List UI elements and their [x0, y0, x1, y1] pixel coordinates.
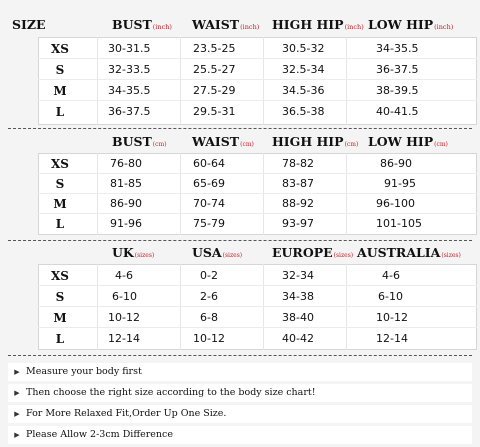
- note-text: Then choose the right size according to the body size chart!: [26, 387, 316, 398]
- bust-header: BUST(inch): [112, 17, 172, 32]
- triangle-bullet-icon: ▶: [14, 389, 20, 397]
- column-divider: [180, 37, 181, 125]
- table-cell: 34-35.5: [108, 84, 151, 97]
- row-divider: [38, 213, 477, 214]
- size-label-l: L: [55, 105, 65, 119]
- triangle-bullet-icon: ▶: [14, 368, 20, 376]
- table-cell: 36-37.5: [108, 105, 151, 118]
- table-cell: 38-40: [282, 311, 314, 324]
- column-divider: [263, 37, 264, 125]
- row-divider: [38, 327, 477, 328]
- column-divider: [97, 264, 98, 350]
- size-label-m: M: [53, 197, 67, 211]
- section-divider: [8, 355, 472, 356]
- note-text: Please Allow 2-3cm Difference: [26, 429, 173, 440]
- table-cell: 10-12: [193, 332, 225, 345]
- note-text: Measure your body first: [26, 366, 142, 377]
- triangle-bullet-icon: ▶: [14, 410, 20, 418]
- usa-header: USA(sizes): [192, 245, 243, 260]
- table-cell: 30.5-32: [282, 42, 325, 55]
- row-divider: [38, 173, 477, 174]
- table-cell: 70-74: [193, 197, 225, 210]
- row-divider: [38, 193, 477, 194]
- europe-header: EUROPE(sizes): [272, 245, 354, 260]
- column-divider: [346, 264, 347, 350]
- low-hip-header: LOW HIP(inch): [368, 17, 454, 32]
- waist-cm-header: WAIST(cm): [192, 134, 254, 149]
- table-cell: 38-39.5: [376, 84, 419, 97]
- triangle-bullet-icon: ▶: [14, 431, 20, 439]
- row-divider: [38, 285, 477, 286]
- table-cell: 0-2: [200, 269, 218, 282]
- size-column-header: SIZE: [12, 17, 46, 32]
- column-divider: [263, 264, 264, 350]
- row-divider: [38, 306, 477, 307]
- row-divider: [38, 100, 477, 101]
- table-cell: 27.5-29: [193, 84, 236, 97]
- size-label-s: S: [55, 63, 65, 77]
- column-divider: [97, 153, 98, 235]
- note-item: [8, 363, 472, 381]
- table-cell: 29.5-31: [193, 105, 236, 118]
- column-divider: [180, 153, 181, 235]
- note-text: For More Relaxed Fit,Order Up One Size.: [26, 408, 227, 419]
- table-cell: 34-38: [282, 290, 314, 303]
- waist-header: WAIST(inch): [192, 17, 260, 32]
- table-cell: 93-97: [282, 217, 314, 230]
- table-cell: 101-105: [376, 217, 422, 230]
- table-cell: 40-41.5: [376, 105, 419, 118]
- column-divider: [346, 153, 347, 235]
- table-cell: 96-100: [376, 197, 415, 210]
- size-label-xs: XS: [51, 157, 69, 171]
- row-divider: [38, 79, 477, 80]
- high-hip-cm-header: HIGH HIP(cm): [272, 134, 359, 149]
- table-cell: 91-96: [110, 217, 142, 230]
- table-cell: 6-10: [378, 290, 403, 303]
- table-cell: 32-34: [282, 269, 314, 282]
- section-divider: [8, 128, 472, 129]
- low-hip-cm-header: LOW HIP(cm): [368, 134, 448, 149]
- section-divider: [8, 240, 472, 241]
- uk-header: UK(sizes): [112, 245, 155, 260]
- bust-cm-header: BUST(cm): [112, 134, 167, 149]
- size-label-s: S: [55, 290, 65, 304]
- size-label-l: L: [55, 217, 65, 231]
- table-cell: 32-33.5: [108, 63, 151, 76]
- table-cell: 2-6: [200, 290, 218, 303]
- table-cell: 78-82: [282, 157, 314, 170]
- table-cell: 86-90: [110, 197, 142, 210]
- table-cell: 34.5-36: [282, 84, 325, 97]
- table-cell: 65-69: [193, 177, 225, 190]
- size-label-m: M: [53, 84, 67, 98]
- table-cell: 60-64: [193, 157, 225, 170]
- note-item: [8, 405, 472, 423]
- size-label-m: M: [53, 311, 67, 325]
- table-cell: 6-10: [112, 290, 137, 303]
- table-cell: 40-42: [282, 332, 314, 345]
- size-label-l: L: [55, 332, 65, 346]
- table-cell: 75-79: [193, 217, 225, 230]
- table-cell: 81-85: [110, 177, 142, 190]
- row-divider: [38, 58, 477, 59]
- table-cell: 30-31.5: [108, 42, 151, 55]
- column-divider: [346, 37, 347, 125]
- table-cell: 12-14: [376, 332, 408, 345]
- size-label-s: S: [55, 177, 65, 191]
- high-hip-header: HIGH HIP(inch): [272, 17, 364, 32]
- table-cell: 25.5-27: [193, 63, 236, 76]
- table-cell: 23.5-25: [193, 42, 236, 55]
- table-cell: 10-12: [108, 311, 140, 324]
- table-cell: 36-37.5: [376, 63, 419, 76]
- table-cell: 32.5-34: [282, 63, 325, 76]
- table-cell: 4-6: [115, 269, 133, 282]
- table-cell: 12-14: [108, 332, 140, 345]
- table-cell: 88-92: [282, 197, 314, 210]
- column-divider: [263, 153, 264, 235]
- table-cell: 6-8: [200, 311, 218, 324]
- table-cell: 76-80: [110, 157, 142, 170]
- table-cell: 34-35.5: [376, 42, 419, 55]
- international-table-body: [38, 264, 477, 350]
- note-item: [8, 426, 472, 444]
- table-cell: 86-90: [380, 157, 412, 170]
- table-cell: 4-6: [382, 269, 400, 282]
- table-cell: 91-95: [384, 177, 416, 190]
- table-cell: 10-12: [376, 311, 408, 324]
- table-cell: 36.5-38: [282, 105, 325, 118]
- size-label-xs: XS: [51, 269, 69, 283]
- table-cell: 83-87: [282, 177, 314, 190]
- note-item: [8, 384, 472, 402]
- column-divider: [180, 264, 181, 350]
- size-label-xs: XS: [51, 42, 69, 56]
- australia-header: AUSTRALIA(sizes): [357, 245, 461, 260]
- column-divider: [97, 37, 98, 125]
